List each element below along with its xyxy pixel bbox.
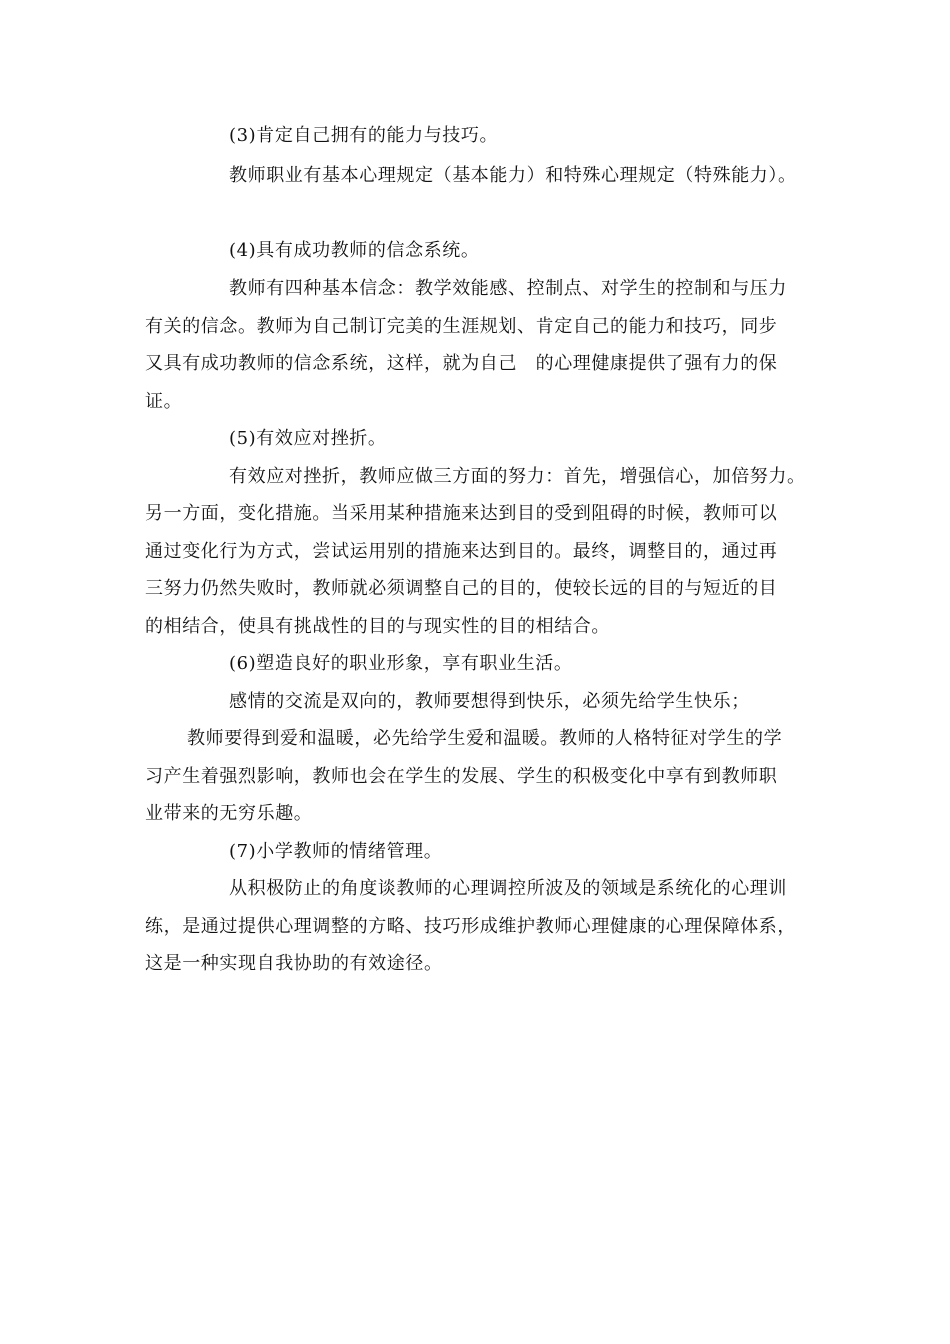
heading-item-7: (7)小学教师的情绪管理。 [229,841,443,862]
heading-item-5: (5)有效应对挫折。 [229,428,387,449]
paragraph-line: 另一方面，变化措施。当采用某种措施来达到目的受到阻碍的时候，教师可以 [145,503,778,524]
paragraph-line: 练，是通过提供心理调整的方略、技巧形成维护教师心理健康的心理保障体系， [145,916,796,937]
paragraph-line: 这是一种实现自我协助的有效途径。 [145,953,443,974]
heading-item-3: (3)肯定自己拥有的能力与技巧。 [229,125,499,146]
paragraph-line: 的相结合，使具有挑战性的目的与现实性的目的相结合。 [145,616,610,637]
paragraph-line: 从积极防止的角度谈教师的心理调控所波及的领域是系统化的心理训 [229,878,787,899]
paragraph-line: 有效应对挫折，教师应做三方面的努力：首先，增强信心，加倍努力。 [229,466,806,487]
paragraph-line: 又具有成功教师的信念系统，这样，就为自己 的心理健康提供了强有力的保 [145,353,778,374]
heading-item-6: (6)塑造良好的职业形象，享有职业生活。 [229,653,573,674]
paragraph-line: 教师要得到爱和温暖，必先给学生爱和温暖。教师的人格特征对学生的学 [187,728,783,749]
paragraph-line: 有关的信念。教师为自己制订完美的生涯规划、肯定自己的能力和技巧，同步 [145,316,778,337]
paragraph-line: 通过变化行为方式，尝试运用别的措施来达到目的。最终，调整目的，通过再 [145,541,778,562]
paragraph-line: 感情的交流是双向的，教师要想得到快乐，必须先给学生快乐； [229,691,750,712]
paragraph-line: 习产生着强烈影响，教师也会在学生的发展、学生的积极变化中享有到教师职 [145,766,778,787]
paragraph-line: 教师有四种基本信念：教学效能感、控制点、对学生的控制和与压力 [229,278,787,299]
paragraph-line: 业带来的无穷乐趣。 [145,803,313,824]
paragraph-line: 证。 [145,391,183,412]
paragraph-line: 三努力仍然失败时，教师就必须调整自己的目的，使较长远的目的与短近的目 [145,578,778,599]
paragraph-line: 教师职业有基本心理规定（基本能力）和特殊心理规定（特殊能力）。 [229,165,797,186]
heading-item-4: (4)具有成功教师的信念系统。 [229,240,480,261]
